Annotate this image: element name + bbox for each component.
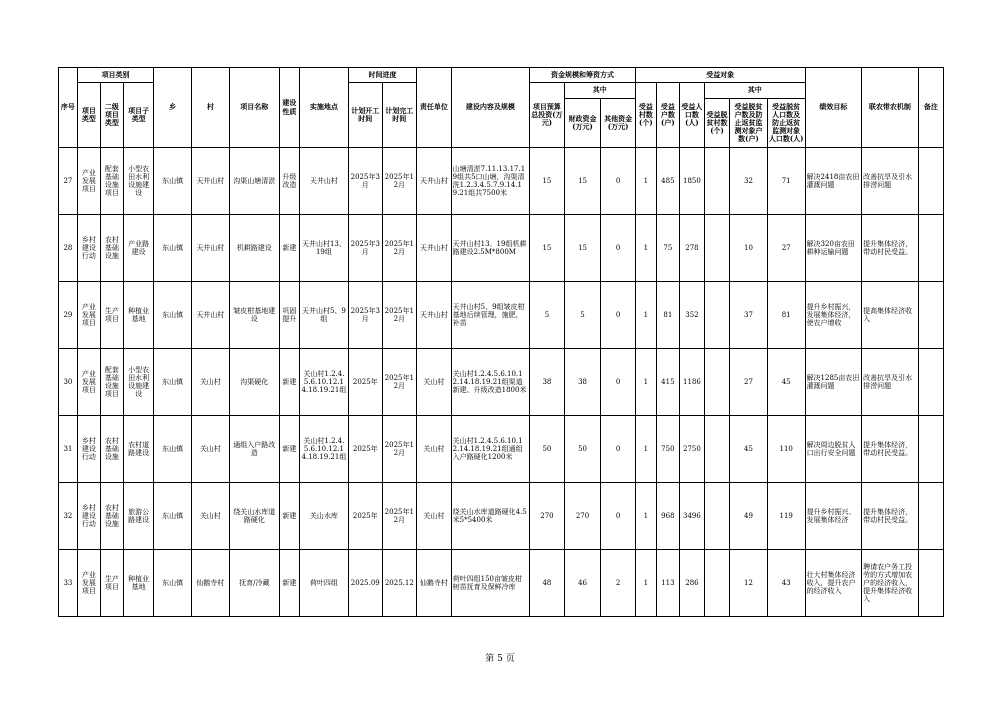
cell-ben-households: 968 bbox=[656, 483, 679, 550]
table-row bbox=[59, 416, 944, 483]
header-start-time: 计划开工时间 bbox=[349, 83, 383, 148]
cell-location: 天井山村13、19组 bbox=[299, 215, 348, 282]
cell-seq: 29 bbox=[59, 282, 78, 349]
cell-ben-population: 352 bbox=[679, 282, 704, 349]
cell-seq: 30 bbox=[59, 349, 78, 416]
cell-ben-population: 3496 bbox=[679, 483, 704, 550]
cell-ben-poor-population: 119 bbox=[767, 483, 805, 550]
cell-secondary-type: 配套基础设施项目 bbox=[100, 349, 123, 416]
cell-farmer-link: 聘请农户务工投劳的方式增加农户的经济收入，提升集体经济收入 bbox=[862, 550, 919, 617]
cell-remark bbox=[918, 483, 943, 550]
cell-secondary-type: 农村基础设施 bbox=[100, 416, 123, 483]
cell-township: 东山镇 bbox=[154, 349, 192, 416]
cell-sub-type: 种植业基地 bbox=[123, 282, 153, 349]
cell-township: 东山镇 bbox=[154, 148, 192, 215]
cell-performance: 解决2418亩农田灌溉问题 bbox=[805, 148, 862, 215]
table-row bbox=[59, 148, 944, 215]
cell-sub-type: 小型农田水利设施建设 bbox=[123, 349, 153, 416]
cell-remark bbox=[918, 416, 943, 483]
cell-farmer-link: 提升集体经济，带动村民受益。 bbox=[862, 416, 919, 483]
cell-township: 东山镇 bbox=[154, 483, 192, 550]
cell-unit: 仙鹅寺村 bbox=[417, 550, 452, 617]
cell-township: 东山镇 bbox=[154, 550, 192, 617]
header-ben-poor-households: 受益脱贫户数及防止返贫监测对象户数(户) bbox=[730, 99, 768, 148]
cell-farmer-link: 提升集体经济，带动村民受益。 bbox=[862, 483, 919, 550]
cell-sub-type: 旅游公路建设 bbox=[123, 483, 153, 550]
cell-township: 东山镇 bbox=[154, 215, 192, 282]
header-farmer-link: 联农带农机制 bbox=[862, 68, 919, 148]
cell-ben-villages: 1 bbox=[635, 483, 656, 550]
cell-ben-villages: 1 bbox=[635, 349, 656, 416]
cell-budget: 50 bbox=[530, 416, 565, 483]
cell-ben-villages: 1 bbox=[635, 148, 656, 215]
cell-nature: 新建 bbox=[279, 349, 299, 416]
header-content: 建设内容及规模 bbox=[451, 68, 530, 148]
cell-ben-villages: 1 bbox=[635, 416, 656, 483]
cell-project-name: 皱皮柑基地建设 bbox=[229, 282, 279, 349]
cell-end-time: 2025.12 bbox=[382, 550, 417, 617]
cell-budget: 15 bbox=[530, 215, 565, 282]
header-performance: 绩效目标 bbox=[805, 68, 862, 148]
cell-project-type: 乡村建设行动 bbox=[77, 483, 100, 550]
cell-ben-households: 485 bbox=[656, 148, 679, 215]
table-row bbox=[59, 282, 944, 349]
header-budget: 项目预算总投资(万元) bbox=[530, 83, 565, 148]
header-ben-poor-population: 受益脱贫人口数及防止返贫监测对象人口数(人) bbox=[767, 99, 805, 148]
cell-content: 山塘清淤7.11.13.17.19组共5口山塘，沟渠清洗1.2.3.4.5.7.9.14.19.21组共7500米 bbox=[451, 148, 530, 215]
cell-ben-poor-villages bbox=[704, 148, 729, 215]
header-unit: 责任单位 bbox=[417, 68, 452, 148]
header-project-type: 项目类型 bbox=[77, 83, 100, 148]
cell-fiscal: 50 bbox=[564, 416, 601, 483]
cell-other: 0 bbox=[601, 416, 636, 483]
cell-start-time: 2025年 bbox=[349, 349, 383, 416]
cell-start-time: 2025年 bbox=[349, 416, 383, 483]
cell-remark bbox=[918, 550, 943, 617]
cell-fiscal: 5 bbox=[564, 282, 601, 349]
cell-nature: 巩固提升 bbox=[279, 282, 299, 349]
header-village: 村 bbox=[191, 68, 229, 148]
cell-township: 东山镇 bbox=[154, 282, 192, 349]
cell-secondary-type: 生产项目 bbox=[100, 550, 123, 617]
cell-unit: 天井山村 bbox=[417, 282, 452, 349]
cell-content: 荷叶四组150亩皱皮柑树苗抚育及保鲜冷库 bbox=[451, 550, 530, 617]
cell-ben-poor-population: 81 bbox=[767, 282, 805, 349]
cell-ben-poor-villages bbox=[704, 349, 729, 416]
cell-remark bbox=[918, 148, 943, 215]
project-table bbox=[58, 67, 944, 617]
cell-ben-poor-households: 32 bbox=[730, 148, 768, 215]
cell-location: 关山村1.2.4.5.6.10.12.14.18.19.21组 bbox=[299, 349, 348, 416]
cell-project-name: 沟渠硬化 bbox=[229, 349, 279, 416]
cell-sub-type: 产业路建设 bbox=[123, 215, 153, 282]
cell-ben-villages: 1 bbox=[635, 282, 656, 349]
cell-farmer-link: 改善抗旱及引水排涝问题 bbox=[862, 148, 919, 215]
cell-location: 天井山村 bbox=[299, 148, 348, 215]
cell-village: 关山村 bbox=[191, 483, 229, 550]
table-row bbox=[59, 483, 944, 550]
header-project-category: 项目类别 bbox=[77, 68, 153, 83]
cell-project-type: 产业发展项目 bbox=[77, 550, 100, 617]
cell-other: 0 bbox=[601, 483, 636, 550]
header-funding: 资金规模和筹资方式 bbox=[530, 68, 636, 83]
cell-start-time: 2025年3月 bbox=[349, 148, 383, 215]
cell-fiscal: 46 bbox=[564, 550, 601, 617]
header-end-time: 计划完工时间 bbox=[382, 83, 417, 148]
cell-content: 天井山村5、9组皱皮柑基地后续管理，施肥，补苗 bbox=[451, 282, 530, 349]
cell-project-type: 产业发展项目 bbox=[77, 148, 100, 215]
cell-ben-households: 75 bbox=[656, 215, 679, 282]
cell-project-type: 乡村建设行动 bbox=[77, 215, 100, 282]
cell-nature: 新建 bbox=[279, 416, 299, 483]
cell-village: 天井山村 bbox=[191, 215, 229, 282]
cell-fiscal: 15 bbox=[564, 215, 601, 282]
header-location: 实施地点 bbox=[299, 68, 348, 148]
cell-ben-poor-households: 12 bbox=[730, 550, 768, 617]
cell-ben-poor-population: 71 bbox=[767, 148, 805, 215]
cell-secondary-type: 生产项目 bbox=[100, 282, 123, 349]
cell-ben-population: 278 bbox=[679, 215, 704, 282]
header-ben-households: 受益户数(户) bbox=[656, 83, 679, 148]
cell-budget: 48 bbox=[530, 550, 565, 617]
cell-village: 关山村 bbox=[191, 349, 229, 416]
cell-remark bbox=[918, 282, 943, 349]
cell-other: 2 bbox=[601, 550, 636, 617]
table-body bbox=[59, 148, 944, 617]
cell-end-time: 2025年12月 bbox=[382, 349, 417, 416]
cell-location: 关山村1.2.4.5.6.10.12.14.18.19.21组 bbox=[299, 416, 348, 483]
cell-ben-poor-households: 45 bbox=[730, 416, 768, 483]
cell-ben-poor-villages bbox=[704, 282, 729, 349]
cell-end-time: 2025年12月 bbox=[382, 483, 417, 550]
cell-project-type: 乡村建设行动 bbox=[77, 416, 100, 483]
cell-location: 天井山村5、9组 bbox=[299, 282, 348, 349]
header-ben-population: 受益人口数(人) bbox=[679, 83, 704, 148]
cell-farmer-link: 提升集体经济，带动村民受益。 bbox=[862, 215, 919, 282]
cell-content: 关山村1.2.4.5.6.10.12.14.18.19.21组渠道新建、升级改造1800米 bbox=[451, 349, 530, 416]
page-number: 第 5 页 bbox=[485, 654, 515, 664]
cell-end-time: 2025年12月 bbox=[382, 416, 417, 483]
cell-seq: 28 bbox=[59, 215, 78, 282]
cell-performance: 解决1285亩农田灌溉问题 bbox=[805, 349, 862, 416]
cell-budget: 15 bbox=[530, 148, 565, 215]
header-schedule: 时间进度 bbox=[349, 68, 417, 83]
cell-seq: 27 bbox=[59, 148, 78, 215]
header-ben-of-which: 其中 bbox=[704, 83, 805, 99]
cell-end-time: 2025年12月 bbox=[382, 148, 417, 215]
cell-unit: 关山村 bbox=[417, 483, 452, 550]
cell-ben-poor-population: 43 bbox=[767, 550, 805, 617]
cell-project-name: 机耕路建设 bbox=[229, 215, 279, 282]
cell-village: 仙鹅寺村 bbox=[191, 550, 229, 617]
cell-ben-poor-households: 37 bbox=[730, 282, 768, 349]
header-remark: 备注 bbox=[918, 68, 943, 148]
cell-performance: 提升乡村振兴，发展集体经济，使农户增收 bbox=[805, 282, 862, 349]
cell-ben-population: 1186 bbox=[679, 349, 704, 416]
cell-sub-type: 种植业基地 bbox=[123, 550, 153, 617]
cell-start-time: 2025年 bbox=[349, 483, 383, 550]
cell-ben-poor-population: 27 bbox=[767, 215, 805, 282]
cell-budget: 270 bbox=[530, 483, 565, 550]
header-funding-of-which: 其中 bbox=[564, 83, 635, 99]
cell-content: 绕关山水库道路硬化4.5米5*5400米 bbox=[451, 483, 530, 550]
header-nature: 建设性质 bbox=[279, 68, 299, 148]
cell-budget: 5 bbox=[530, 282, 565, 349]
cell-ben-poor-villages bbox=[704, 215, 729, 282]
cell-performance: 壮大村集体经济收入，提升农户的经济收入 bbox=[805, 550, 862, 617]
cell-secondary-type: 配套基础设施项目 bbox=[100, 148, 123, 215]
cell-performance: 解决周边脱贫人口出行安全问题 bbox=[805, 416, 862, 483]
cell-township: 东山镇 bbox=[154, 416, 192, 483]
cell-ben-households: 750 bbox=[656, 416, 679, 483]
cell-unit: 关山村 bbox=[417, 416, 452, 483]
cell-project-type: 产业发展项目 bbox=[77, 349, 100, 416]
cell-remark bbox=[918, 349, 943, 416]
cell-start-time: 2025.09 bbox=[349, 550, 383, 617]
cell-other: 0 bbox=[601, 282, 636, 349]
header-fiscal: 财政资金(万元) bbox=[564, 99, 601, 148]
cell-other: 0 bbox=[601, 148, 636, 215]
cell-sub-type: 农村道路建设 bbox=[123, 416, 153, 483]
cell-project-name: 绕关山水库道路硬化 bbox=[229, 483, 279, 550]
cell-nature: 新建 bbox=[279, 483, 299, 550]
cell-ben-poor-households: 49 bbox=[730, 483, 768, 550]
cell-secondary-type: 农村基础设施 bbox=[100, 215, 123, 282]
header-sub-type: 项目子类型 bbox=[123, 83, 153, 148]
header-seq: 序号 bbox=[59, 68, 78, 148]
cell-project-name: 抚育/冷藏 bbox=[229, 550, 279, 617]
cell-fiscal: 270 bbox=[564, 483, 601, 550]
cell-performance: 解决320亩农田耕种运输问题 bbox=[805, 215, 862, 282]
cell-fiscal: 15 bbox=[564, 148, 601, 215]
header-ben-villages: 受益村数(个) bbox=[635, 83, 656, 148]
header-ben-poor-villages: 受益脱贫村数(个) bbox=[704, 99, 729, 148]
cell-ben-households: 415 bbox=[656, 349, 679, 416]
cell-ben-villages: 1 bbox=[635, 215, 656, 282]
cell-fiscal: 38 bbox=[564, 349, 601, 416]
cell-ben-villages: 1 bbox=[635, 550, 656, 617]
cell-ben-population: 2750 bbox=[679, 416, 704, 483]
cell-village: 天井山村 bbox=[191, 148, 229, 215]
cell-end-time: 2025年12月 bbox=[382, 215, 417, 282]
cell-ben-poor-villages bbox=[704, 550, 729, 617]
cell-project-type: 产业发展项目 bbox=[77, 282, 100, 349]
header-project-name: 项目名称 bbox=[229, 68, 279, 148]
cell-farmer-link: 改善抗旱及引水排涝问题 bbox=[862, 349, 919, 416]
cell-ben-poor-population: 110 bbox=[767, 416, 805, 483]
cell-sub-type: 小型农田水利设施建设 bbox=[123, 148, 153, 215]
cell-ben-households: 81 bbox=[656, 282, 679, 349]
cell-content: 关山村1.2.4.5.6.10.12.14.18.19.21组通组入户路硬化1200米 bbox=[451, 416, 530, 483]
header-other: 其他资金(万元) bbox=[601, 99, 636, 148]
cell-seq: 33 bbox=[59, 550, 78, 617]
cell-unit: 天井山村 bbox=[417, 148, 452, 215]
header-secondary-type: 二级项目类型 bbox=[100, 83, 123, 148]
cell-ben-population: 286 bbox=[679, 550, 704, 617]
cell-end-time: 2025年12月 bbox=[382, 282, 417, 349]
cell-other: 0 bbox=[601, 215, 636, 282]
cell-village: 天井山村 bbox=[191, 282, 229, 349]
cell-content: 天井山村13、19组机耕路建设2.5M*800M bbox=[451, 215, 530, 282]
cell-project-name: 通组入户路改造 bbox=[229, 416, 279, 483]
cell-other: 0 bbox=[601, 349, 636, 416]
header-beneficiary: 受益对象 bbox=[635, 68, 805, 83]
cell-secondary-type: 农村基础设施 bbox=[100, 483, 123, 550]
cell-nature: 新建 bbox=[279, 550, 299, 617]
header-township: 乡 bbox=[154, 68, 192, 148]
cell-remark bbox=[918, 215, 943, 282]
cell-start-time: 2025年3月 bbox=[349, 282, 383, 349]
cell-ben-poor-villages bbox=[704, 416, 729, 483]
cell-ben-poor-villages bbox=[704, 483, 729, 550]
cell-ben-poor-households: 27 bbox=[730, 349, 768, 416]
cell-unit: 关山村 bbox=[417, 349, 452, 416]
cell-location: 荷叶四组 bbox=[299, 550, 348, 617]
cell-ben-households: 113 bbox=[656, 550, 679, 617]
cell-location: 关山水库 bbox=[299, 483, 348, 550]
cell-project-name: 沟渠山塘清淤 bbox=[229, 148, 279, 215]
cell-budget: 38 bbox=[530, 349, 565, 416]
table-row bbox=[59, 215, 944, 282]
cell-farmer-link: 提高集体经济收入 bbox=[862, 282, 919, 349]
cell-ben-population: 1850 bbox=[679, 148, 704, 215]
cell-ben-poor-population: 45 bbox=[767, 349, 805, 416]
cell-seq: 32 bbox=[59, 483, 78, 550]
cell-start-time: 2025年3月 bbox=[349, 215, 383, 282]
table-row bbox=[59, 349, 944, 416]
cell-village: 关山村 bbox=[191, 416, 229, 483]
cell-nature: 新建 bbox=[279, 215, 299, 282]
cell-unit: 天井山村 bbox=[417, 215, 452, 282]
cell-nature: 升级改造 bbox=[279, 148, 299, 215]
cell-performance: 提升乡村振兴、发展集体经济 bbox=[805, 483, 862, 550]
table-row bbox=[59, 550, 944, 617]
cell-ben-poor-households: 10 bbox=[730, 215, 768, 282]
cell-seq: 31 bbox=[59, 416, 78, 483]
